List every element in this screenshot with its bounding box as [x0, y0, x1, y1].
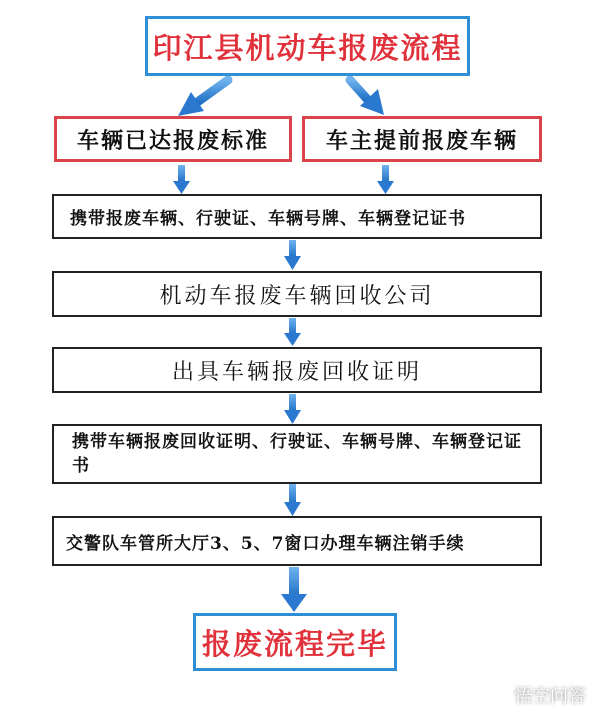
arrow-step1-to-step2 — [284, 240, 301, 270]
step-1-label: 携带报废车辆、行驶证、车辆号牌、车辆登记证书 — [70, 209, 466, 229]
step-4-box — [52, 424, 542, 484]
final-label: 报废流程完毕 — [201, 626, 388, 661]
step-3-label: 出具车辆报废回收证明 — [171, 359, 422, 385]
step-2-label: 机动车报废车辆回收公司 — [159, 283, 435, 309]
arrow-title-to-left — [178, 80, 228, 116]
flow-title: 印江县机动车报废流程 — [152, 30, 463, 65]
branch-right-box — [302, 116, 542, 162]
branch-left-box — [54, 116, 292, 162]
branch-right-label: 车主提前报废车辆 — [325, 127, 518, 154]
arrow-step2-to-step3 — [284, 318, 301, 346]
arrow-title-to-right — [350, 80, 384, 115]
flow-title-box — [145, 16, 470, 76]
branch-left-label: 车辆已达报废标准 — [76, 127, 269, 154]
step-5-label: 交警队车管所大厅3、5、7窗口办理车辆注销手续 — [66, 533, 465, 554]
watermark-text: 悟空问答 — [514, 686, 586, 707]
step-1-box — [52, 194, 542, 239]
step-4-label: 携带车辆报废回收证明、行驶证、车辆号牌、车辆登记证书 — [72, 432, 522, 476]
arrow-right-to-step1 — [377, 165, 394, 194]
arrow-step5-to-final — [281, 567, 307, 612]
step-3-box — [52, 347, 542, 393]
arrow-step4-to-step5 — [284, 484, 301, 516]
arrow-left-to-step1 — [173, 165, 190, 194]
arrow-step3-to-step4 — [284, 394, 301, 424]
step-5-box — [52, 516, 542, 566]
watermark — [480, 682, 586, 708]
step-2-box — [52, 271, 542, 317]
chat-bubble-icon — [480, 683, 508, 707]
final-box — [193, 613, 397, 671]
